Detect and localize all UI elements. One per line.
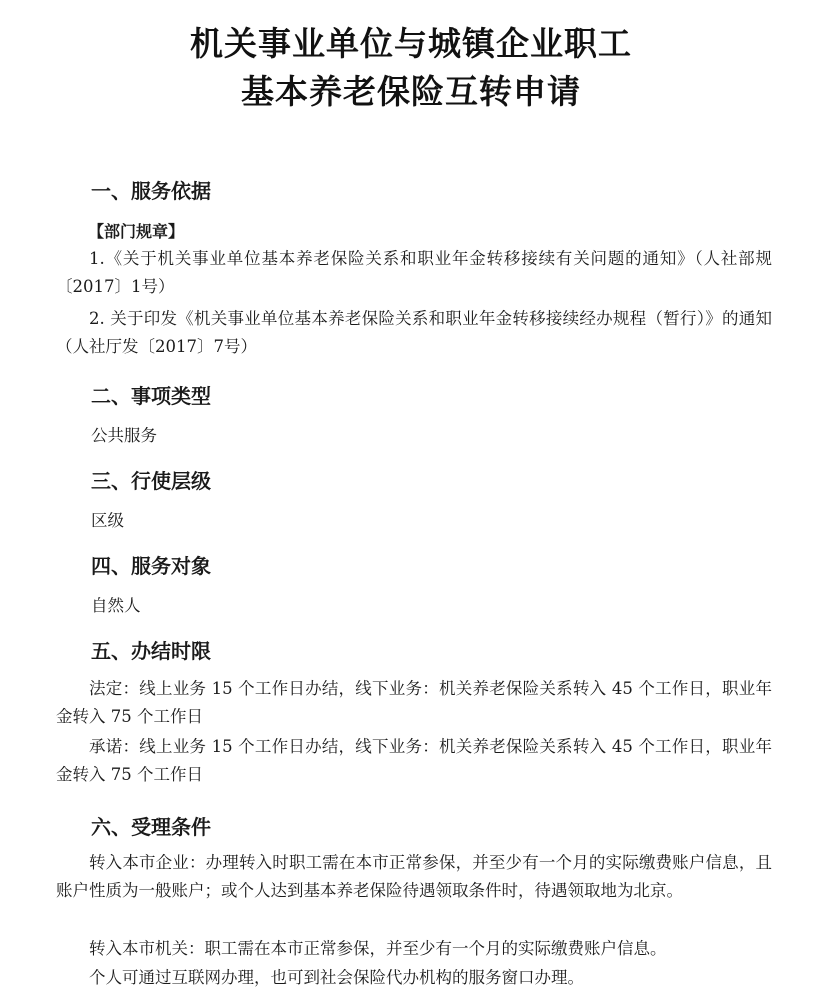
time-limit-promised: 承诺：线上业务 15 个工作日办结，线下业务：机关养老保险关系转入 45 个工作日，职业年金转入 75 个工作日 <box>56 737 772 784</box>
level-value: 区级 <box>91 511 124 530</box>
document-title-line-2: 基本养老保险互转申请 <box>241 72 581 111</box>
time-limit-statutory: 法定：线上业务 15 个工作日办结，线下业务：机关养老保险关系转入 45 个工作日，职业年金转入 75 个工作日 <box>56 679 772 726</box>
condition-channel: 个人可通过互联网办理，也可到社会保险代办机构的服务窗口办理。 <box>89 968 584 987</box>
section-heading-level: 三、行使层级 <box>91 469 211 493</box>
section-heading-type: 二、事项类型 <box>91 384 211 408</box>
condition-enterprise: 转入本市企业：办理转入时职工需在本市正常参保，并至少有一个月的实际缴费账户信息，且账户性质为一般账户；或个人达到基本养老保险待遇领取条件时，待遇领取地为北京。 <box>56 853 772 900</box>
condition-institution: 转入本市机关：职工需在本市正常参保，并至少有一个月的实际缴费账户信息。 <box>89 939 667 958</box>
section-heading-target: 四、服务对象 <box>91 554 211 578</box>
section-heading-time-limit: 五、办结时限 <box>91 639 211 663</box>
basis-item-1: 1.《关于机关事业单位基本养老保险关系和职业年金转移接续有关问题的通知》（人社部规〔2017〕1号） <box>56 249 772 296</box>
target-value: 自然人 <box>91 596 141 615</box>
section-heading-basis: 一、服务依据 <box>91 179 211 203</box>
sub-heading-regulations: 【部门规章】 <box>88 222 185 241</box>
section-heading-conditions: 六、受理条件 <box>91 815 211 839</box>
basis-item-2: 2. 关于印发《机关事业单位基本养老保险关系和职业年金转移接续经办规程（暂行）》的通知（人社厅发〔2017〕7号） <box>56 309 772 356</box>
document-title-line-1: 机关事业单位与城镇企业职工 <box>190 24 632 63</box>
type-value: 公共服务 <box>91 426 157 445</box>
